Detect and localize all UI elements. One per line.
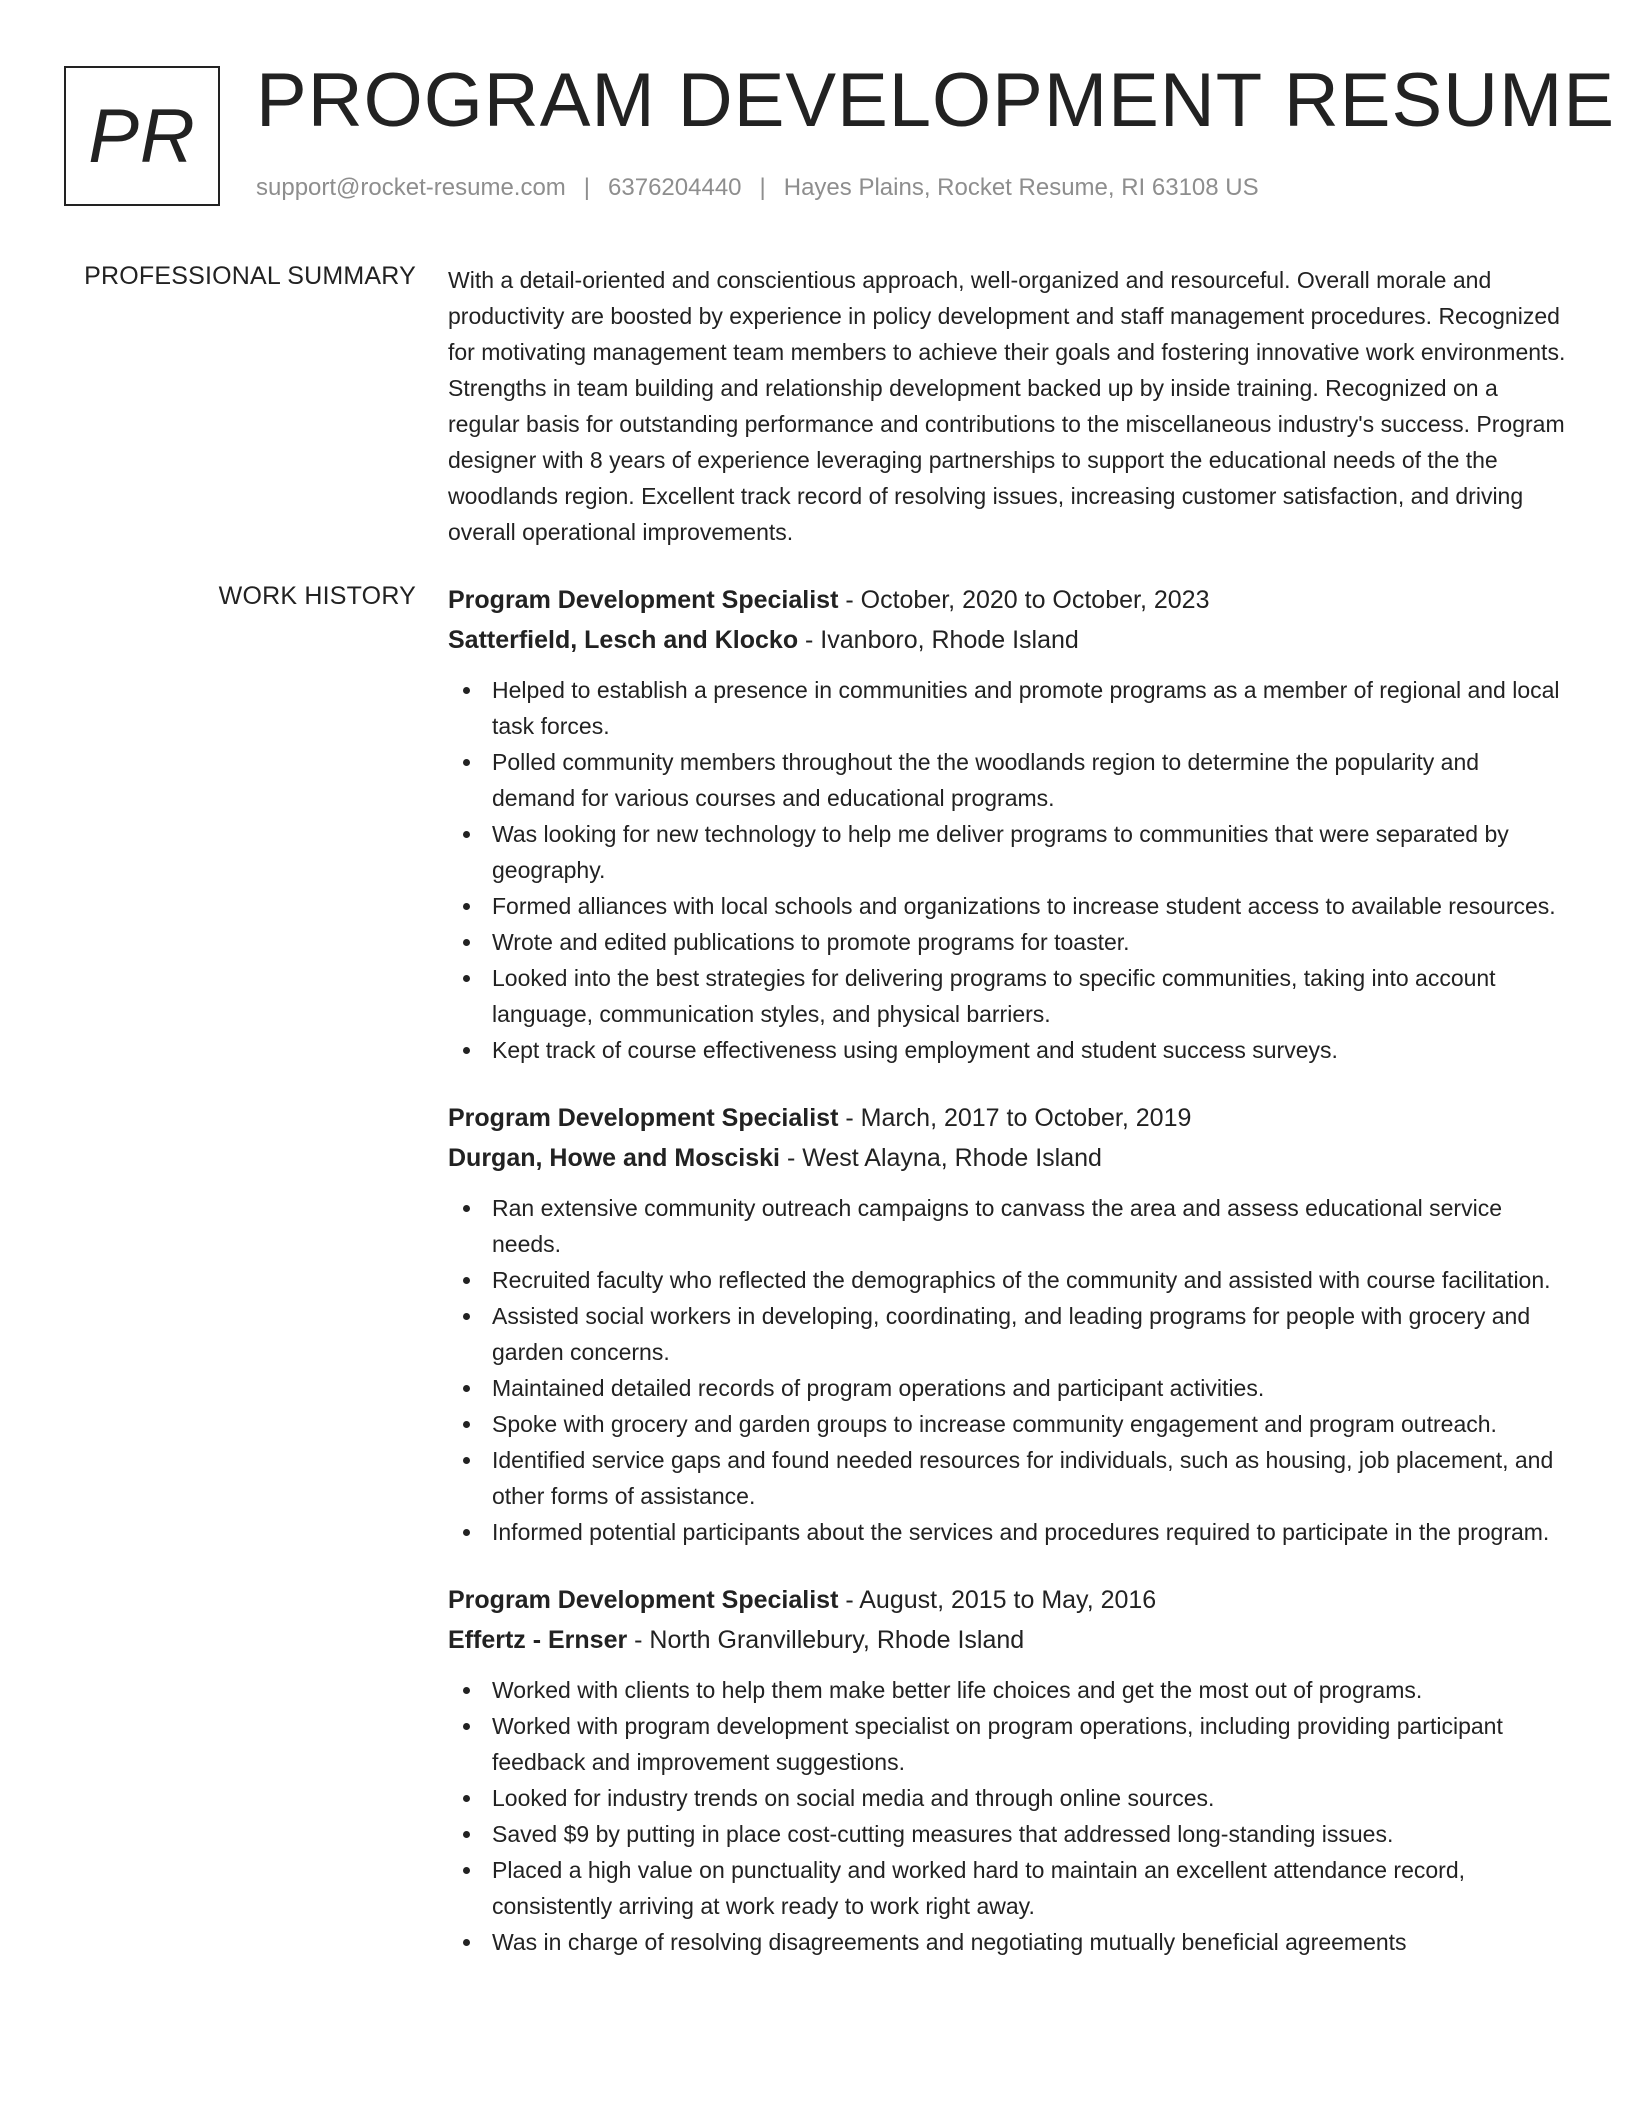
work-history-body [448,580,1568,1990]
job-dates: - August, 2015 to May, 2016 [838,1586,1157,1614]
job-bullet: Assisted social workers in developing, coordinating, and leading programs for people with grocery and garden concerns. [448,1298,1568,1370]
job-bullet: Polled community members throughout the the woodlands region to determine the popularity and demand for various courses and educational programs. [448,744,1568,816]
job-bullet: Was in charge of resolving disagreements and negotiating mutually beneficial agreements [448,1924,1568,1960]
job-bullet-list [448,1672,1568,1960]
job-entry [448,580,1568,1068]
work-history-heading: WORK HISTORY [218,582,416,610]
job-company-line [448,1620,1568,1660]
job-bullet: Maintained detailed records of program operations and participant activities. [448,1370,1568,1406]
contact-address: Hayes Plains, Rocket Resume, RI 63108 US [783,174,1259,201]
job-dates: - March, 2017 to October, 2019 [838,1104,1192,1132]
job-title-line [448,580,1568,620]
contact-line [256,174,1259,202]
job-bullet: Saved $9 by putting in place cost-cutting measures that addressed long-standing issues. [448,1816,1568,1852]
job-bullet: Ran extensive community outreach campaigns to canvass the area and assess educational service needs. [448,1190,1568,1262]
job-entry [448,1580,1568,1960]
job-bullet: Worked with clients to help them make better life choices and get the most out of programs. [448,1672,1568,1708]
job-company: Satterfield, Lesch and Klocko [448,626,799,654]
job-bullet: Helped to establish a presence in communities and promote programs as a member of regional and local task forces. [448,672,1568,744]
job-location: - Ivanboro, Rhode Island [798,626,1079,654]
job-bullet: Recruited faculty who reflected the demographics of the community and assisted with course facilitation. [448,1262,1568,1298]
job-location: - North Granvillebury, Rhode Island [627,1626,1025,1654]
contact-separator: | [583,174,591,201]
contact-email[interactable]: support@rocket-resume.com [256,174,566,201]
contact-separator: | [759,174,766,201]
monogram-initials: PR [88,93,196,179]
job-bullet-list [448,1190,1568,1550]
summary-body [448,262,1568,550]
summary-text: With a detail-oriented and conscientious approach, well-organized and resourceful. Overall morale and productivity are boosted by experience in policy development and staff management procedures. Recognized for motivating management team members to achieve their goals and fostering innovative work environments. Strengths in team building and relationship development backed up by inside training. Recognized on a regular basis for outstanding performance and contributions to the miscellaneous industry's success. Program designer with 8 years of experience leveraging partnerships to support the educational needs of the the woodlands region. Excellent track record of resolving issues, increasing customer satisfaction, and driving overall operational improvements. [448,267,1566,545]
job-company-line [448,1138,1568,1178]
job-bullet: Spoke with grocery and garden groups to increase community engagement and program outreach. [448,1406,1568,1442]
job-dates: - October, 2020 to October, 2023 [838,586,1210,614]
job-title: Program Development Specialist [448,1104,839,1132]
job-company: Effertz - Ernser [448,1626,628,1654]
job-bullet: Was looking for new technology to help me deliver programs to communities that were separated by geography. [448,816,1568,888]
job-bullet: Kept track of course effectiveness using employment and student success surveys. [448,1032,1568,1068]
job-bullet: Informed potential participants about the services and procedures required to participate in the program. [448,1514,1568,1550]
contact-phone[interactable]: 6376204440 [608,174,742,201]
resume-title: PROGRAM DEVELOPMENT RESUME [256,58,1616,143]
job-bullet: Identified service gaps and found needed resources for individuals, such as housing, job placement, and other forms of assistance. [448,1442,1568,1514]
job-title: Program Development Specialist [448,1586,839,1614]
job-bullet: Looked into the best strategies for delivering programs to specific communities, taking into account language, communication styles, and physical barriers. [448,960,1568,1032]
job-bullet: Wrote and edited publications to promote programs for toaster. [448,924,1568,960]
job-entry [448,1098,1568,1550]
monogram-box [64,66,220,206]
job-bullet: Formed alliances with local schools and organizations to increase student access to available resources. [448,888,1568,924]
job-title-line [448,1580,1568,1620]
job-bullet: Placed a high value on punctuality and worked hard to maintain an excellent attendance record, consistently arriving at work ready to work right away. [448,1852,1568,1924]
job-bullet: Looked for industry trends on social media and through online sources. [448,1780,1568,1816]
summary-heading: PROFESSIONAL SUMMARY [84,262,416,290]
job-company-line [448,620,1568,660]
job-title: Program Development Specialist [448,586,839,614]
job-title-line [448,1098,1568,1138]
job-bullet-list [448,672,1568,1068]
job-location: - West Alayna, Rhode Island [780,1144,1102,1172]
job-company: Durgan, Howe and Mosciski [448,1144,781,1172]
job-bullet: Worked with program development specialist on program operations, including providing participant feedback and improvement suggestions. [448,1708,1568,1780]
